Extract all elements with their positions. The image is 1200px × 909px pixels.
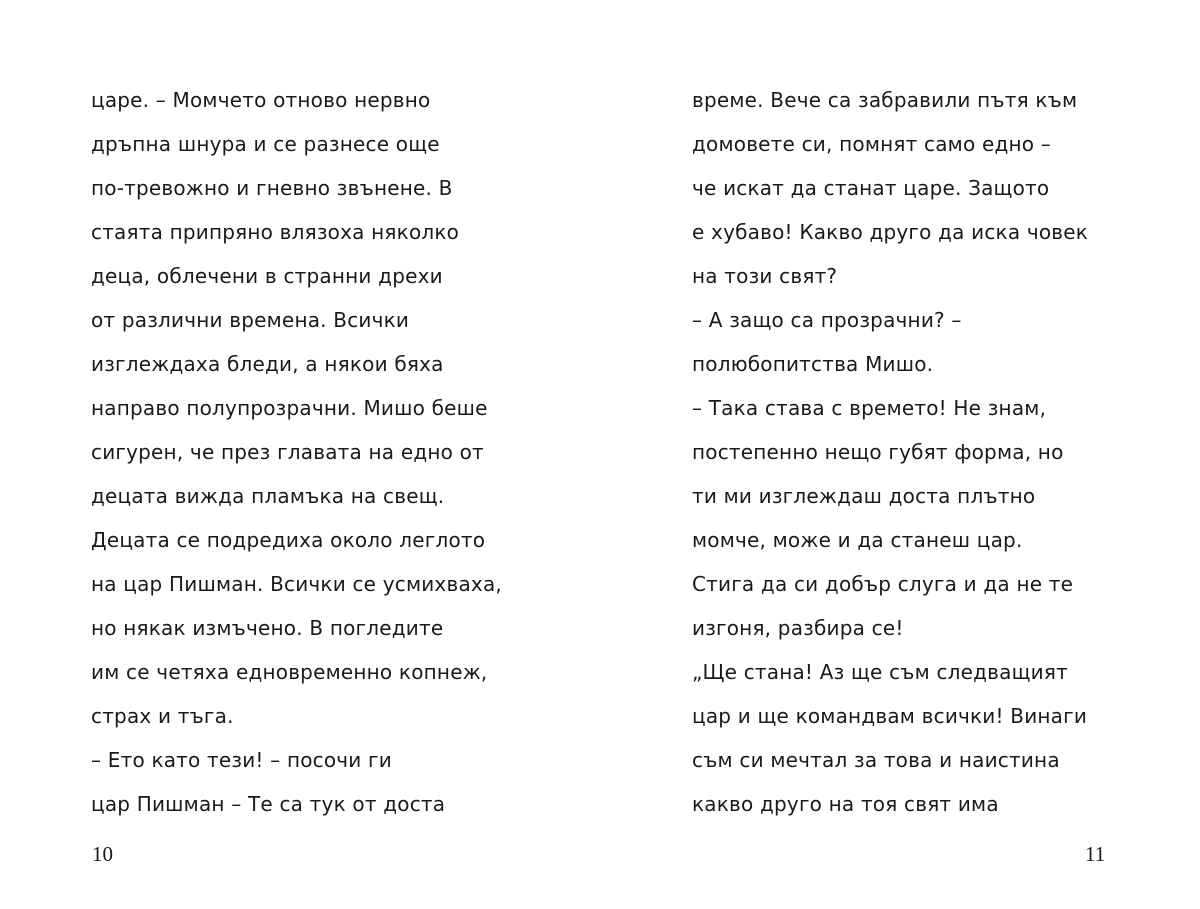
text-line: Стига да си добър слуга и да не те	[692, 572, 1074, 596]
page-number-left: 10	[92, 842, 113, 866]
text-line: изглеждаха бледи, а някои бяха	[91, 352, 444, 376]
text-line: но някак измъчено. В погледите	[91, 616, 444, 640]
text-line: цар Пишман – Те са тук от доста	[91, 792, 446, 816]
text-line: момче, може и да станеш цар.	[692, 528, 1023, 552]
text-line: постепенно нещо губят форма, но	[692, 440, 1064, 464]
text-line: от различни времена. Всички	[91, 308, 410, 332]
text-line: страх и тъга.	[91, 704, 234, 728]
text-line: домовете си, помнят само едно –	[692, 132, 1051, 156]
text-line: че искат да станат царе. Защото	[692, 176, 1050, 200]
text-line: децата вижда пламъка на свещ.	[91, 484, 445, 508]
text-line: по-тревожно и гневно звънене. В	[91, 176, 453, 200]
text-line: полюбопитства Мишо.	[692, 352, 934, 376]
text-line: – А защо са прозрачни? –	[692, 308, 962, 332]
text-line: на този свят?	[692, 264, 838, 288]
text-line: „Ще стана! Аз ще съм следващият	[692, 660, 1068, 684]
text-line: цар и ще командвам всички! Винаги	[692, 704, 1088, 728]
text-line: време. Вече са забравили пътя към	[692, 88, 1078, 112]
text-line: стаята припряно влязоха няколко	[91, 220, 460, 244]
text-line: Децата се подредиха около леглото	[91, 528, 486, 552]
text-line: деца, облечени в странни дрехи	[91, 264, 443, 288]
text-line: изгоня, разбира се!	[692, 616, 904, 640]
text-line: какво друго на тоя свят има	[692, 792, 999, 816]
text-line: ти ми изглеждаш доста плътно	[692, 484, 1036, 508]
text-line: сигурен, че през главата на едно от	[91, 440, 484, 464]
text-line: съм си мечтал за това и наистина	[692, 748, 1060, 772]
text-line: е хубаво! Какво друго да иска човек	[692, 220, 1089, 244]
page-number-right: 11	[1085, 842, 1106, 866]
text-line: им се четяха едновременно копнеж,	[91, 660, 488, 684]
right-page-text	[692, 78, 1132, 826]
text-line: – Ето като тези! – посочи ги	[91, 748, 392, 772]
left-page-text	[91, 78, 531, 826]
text-line: направо полупрозрачни. Мишо беше	[91, 396, 488, 420]
text-line: дръпна шнура и се разнесе още	[91, 132, 440, 156]
text-line: царе. – Момчето отново нервно	[91, 88, 431, 112]
text-line: – Така става с времето! Не знам,	[692, 396, 1047, 420]
text-line: на цар Пишман. Всички се усмихваха,	[91, 572, 502, 596]
